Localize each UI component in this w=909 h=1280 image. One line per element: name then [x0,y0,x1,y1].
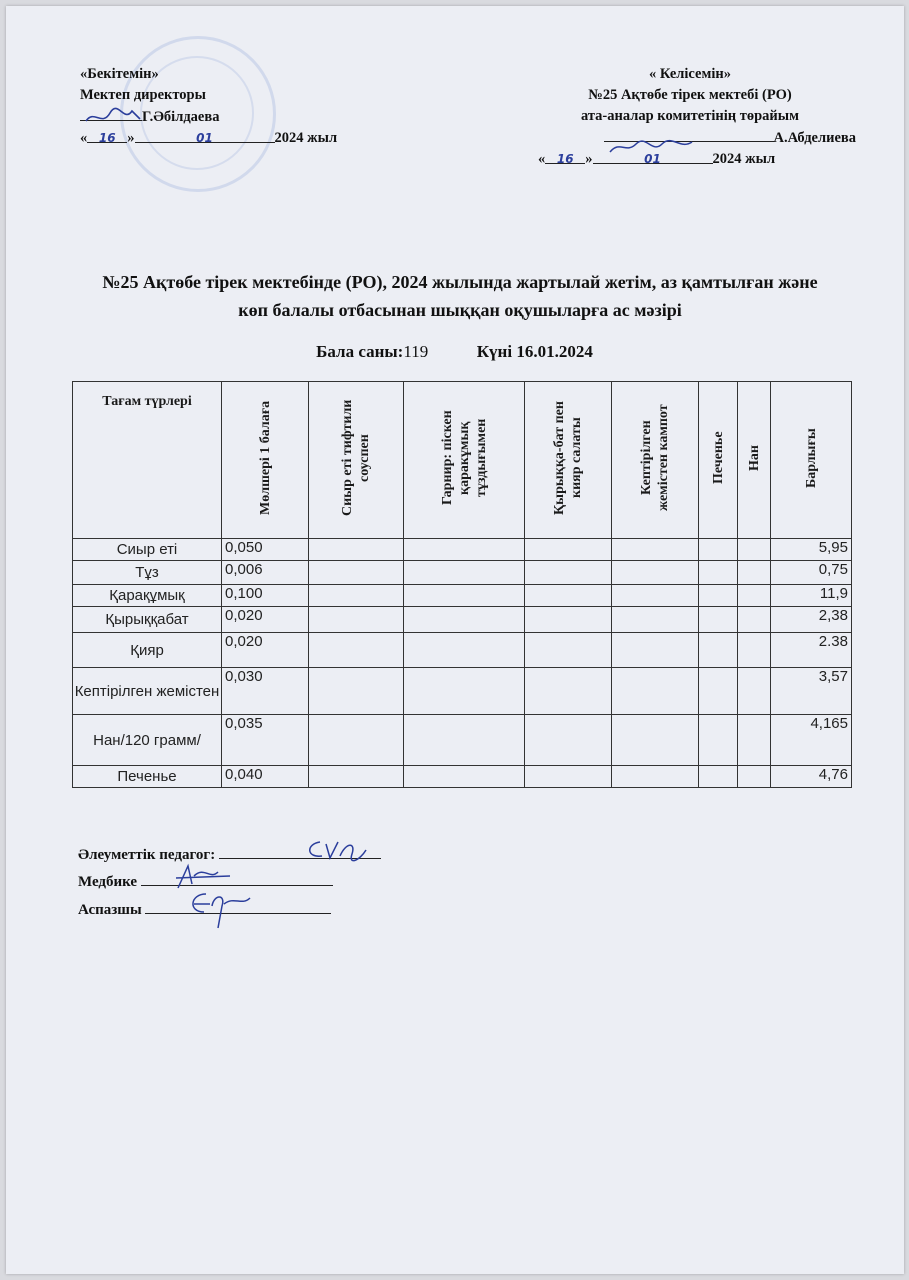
table-row [73,633,852,668]
agree-role: ата-аналар комитетінің төрайым [581,108,799,124]
row-qty: 0,050 [222,539,309,561]
header-total: Барлығы [771,382,852,539]
row-name: Нан/120 грамм/ [73,715,222,766]
agree-month: 01 [644,152,661,166]
row-qty: 0,030 [222,668,309,715]
table-row [73,715,852,766]
count-label: Бала саны: [316,342,404,361]
header-cookies: Печенье [699,382,738,539]
row-name: Қияр [73,633,222,668]
header-salad: Қырыққа-бат пен кияр салаты [525,382,612,539]
approve-name: Г.Әбілдаева [142,109,220,125]
count-line [0,342,909,362]
row-qty: 0,040 [222,766,309,788]
count-value: 119 [403,342,429,361]
approve-year: 2024 жыл [274,130,338,146]
table-row [73,668,852,715]
date-label: Күні 16.01.2024 [476,342,593,361]
row-total: 5,95 [771,539,852,561]
header-compote: Кептірілген жемістен кампот [612,382,699,539]
agree-year: 2024 жыл [712,151,776,167]
row-name: Қарақұмық [73,585,222,607]
row-qty: 0,035 [222,715,309,766]
row-name: Кептірілген жемістен [73,668,222,715]
header-quantity: Мөлшері 1 балаға [222,382,309,539]
header-garnish: Гарнир: піскен қаракұмық тұздығымен [404,382,525,539]
row-qty: 0,020 [222,633,309,668]
row-qty: 0,020 [222,607,309,633]
agree-day: 16 [556,152,574,166]
row-name: Қырыққабат [73,607,222,633]
approve-day: 16 [98,131,116,145]
table-row [73,539,852,561]
row-name: Тұз [73,561,222,585]
row-name: Печенье [73,766,222,788]
row-name: Сиыр еті [73,539,222,561]
pedagog-signature [300,836,370,864]
agree-name: А.Абделиева [773,130,856,146]
header-beef: Сиыр еті тифтили соуспен [309,382,404,539]
pedagog-label: Әлеуметтік педагог: [78,847,216,863]
agree-title: « Келісемін» [649,66,731,82]
table-row [73,607,852,633]
row-qty: 0,006 [222,561,309,585]
row-total: 4,76 [771,766,852,788]
header-dish-types: Тағам түрлері [73,382,222,539]
row-total: 0,75 [771,561,852,585]
row-total: 11,9 [771,585,852,607]
committee-signature [606,136,696,158]
approve-month: 01 [196,131,213,145]
table-header-row [73,382,852,539]
document-title: №25 Ақтөбе тірек мектебінде (РО), 2024 жылында жартылай жетім, аз қамтылған және көп балалы отбасынан шыққан оқушыларға ас мәзірі [102,272,818,320]
row-total: 2.38 [771,633,852,668]
header-bread: Нан [738,382,771,539]
agree-org: №25 Ақтөбе тірек мектебі (РО) [588,87,792,103]
table-row [73,585,852,607]
table-row [73,766,852,788]
agree-date: « 16 » 01 2024 жыл [538,151,776,167]
cook-signature [184,888,254,932]
row-qty: 0,100 [222,585,309,607]
director-signature [84,105,144,129]
row-total: 4,165 [771,715,852,766]
menu-table [72,381,852,788]
row-total: 2,38 [771,607,852,633]
approve-date: « 16 » 01 2024 жыл [80,130,338,146]
row-total: 3,57 [771,668,852,715]
approve-role: Мектеп директоры [80,87,206,103]
table-row [73,561,852,585]
nurse-label: Медбике [78,874,138,890]
cook-label: Аспазшы [78,902,142,918]
approve-title: «Бекітемін» [80,66,159,82]
